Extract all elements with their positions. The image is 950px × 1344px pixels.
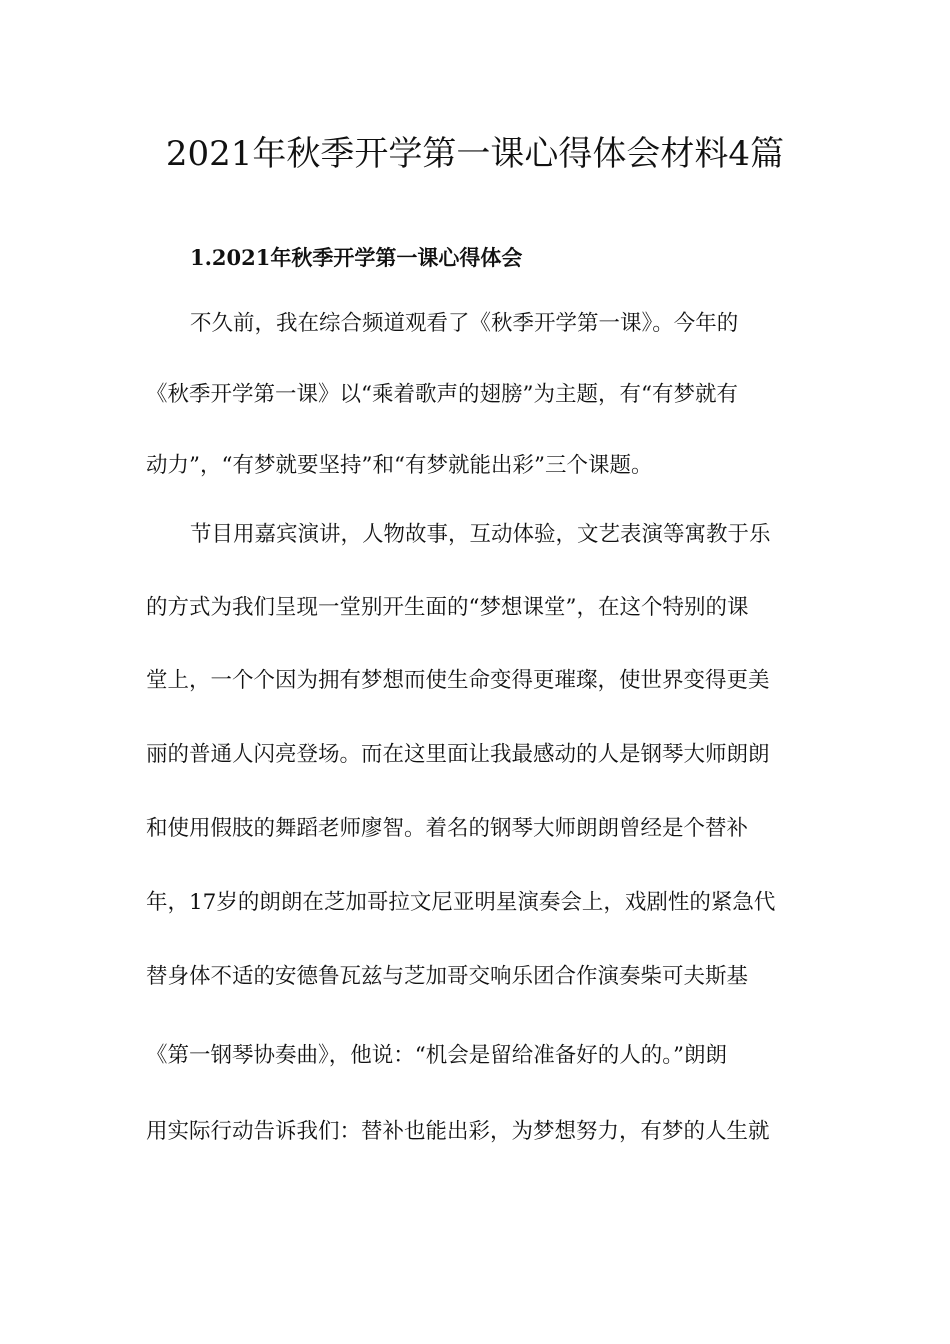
section-heading: 1.2021年秋季开学第一课心得体会 xyxy=(190,245,523,270)
paragraph-line: 《第一钢琴协奏曲》，他说：“机会是留给准备好的人的。”朗朗 xyxy=(146,1043,727,1068)
paragraph-line: 的方式为我们呈现一堂别开生面的“梦想课堂”，在这个特别的课 xyxy=(146,595,749,620)
paragraph-line: 节目用嘉宾演讲，人物故事，互动体验，文艺表演等寓教于乐 xyxy=(190,522,771,547)
paragraph-line: 堂上，一个个因为拥有梦想而使生命变得更璀璨，使世界变得更美 xyxy=(146,668,770,693)
paragraph-line: 丽的普通人闪亮登场。而在这里面让我最感动的人是钢琴大师朗朗 xyxy=(146,742,770,767)
document-title: 2021年秋季开学第一课心得体会材料4篇 xyxy=(165,134,785,174)
paragraph-line: 年，17岁的朗朗在芝加哥拉文尼亚明星演奏会上，戏剧性的紧急代 xyxy=(146,890,776,915)
paragraph-line: 《秋季开学第一课》以“乘着歌声的翅膀”为主题，有“有梦就有 xyxy=(146,382,738,407)
paragraph-line: 用实际行动告诉我们：替补也能出彩，为梦想努力，有梦的人生就 xyxy=(146,1119,770,1144)
paragraph-line: 替身体不适的安德鲁瓦兹与芝加哥交响乐团合作演奏柴可夫斯基 xyxy=(146,964,749,989)
paragraph-line: 和使用假肢的舞蹈老师廖智。着名的钢琴大师朗朗曾经是个替补 xyxy=(146,816,749,841)
paragraph-line: 动力”，“有梦就要坚持”和“有梦就能出彩”三个课题。 xyxy=(146,453,653,478)
paragraph-line: 不久前，我在综合频道观看了《秋季开学第一课》。今年的 xyxy=(190,311,739,336)
